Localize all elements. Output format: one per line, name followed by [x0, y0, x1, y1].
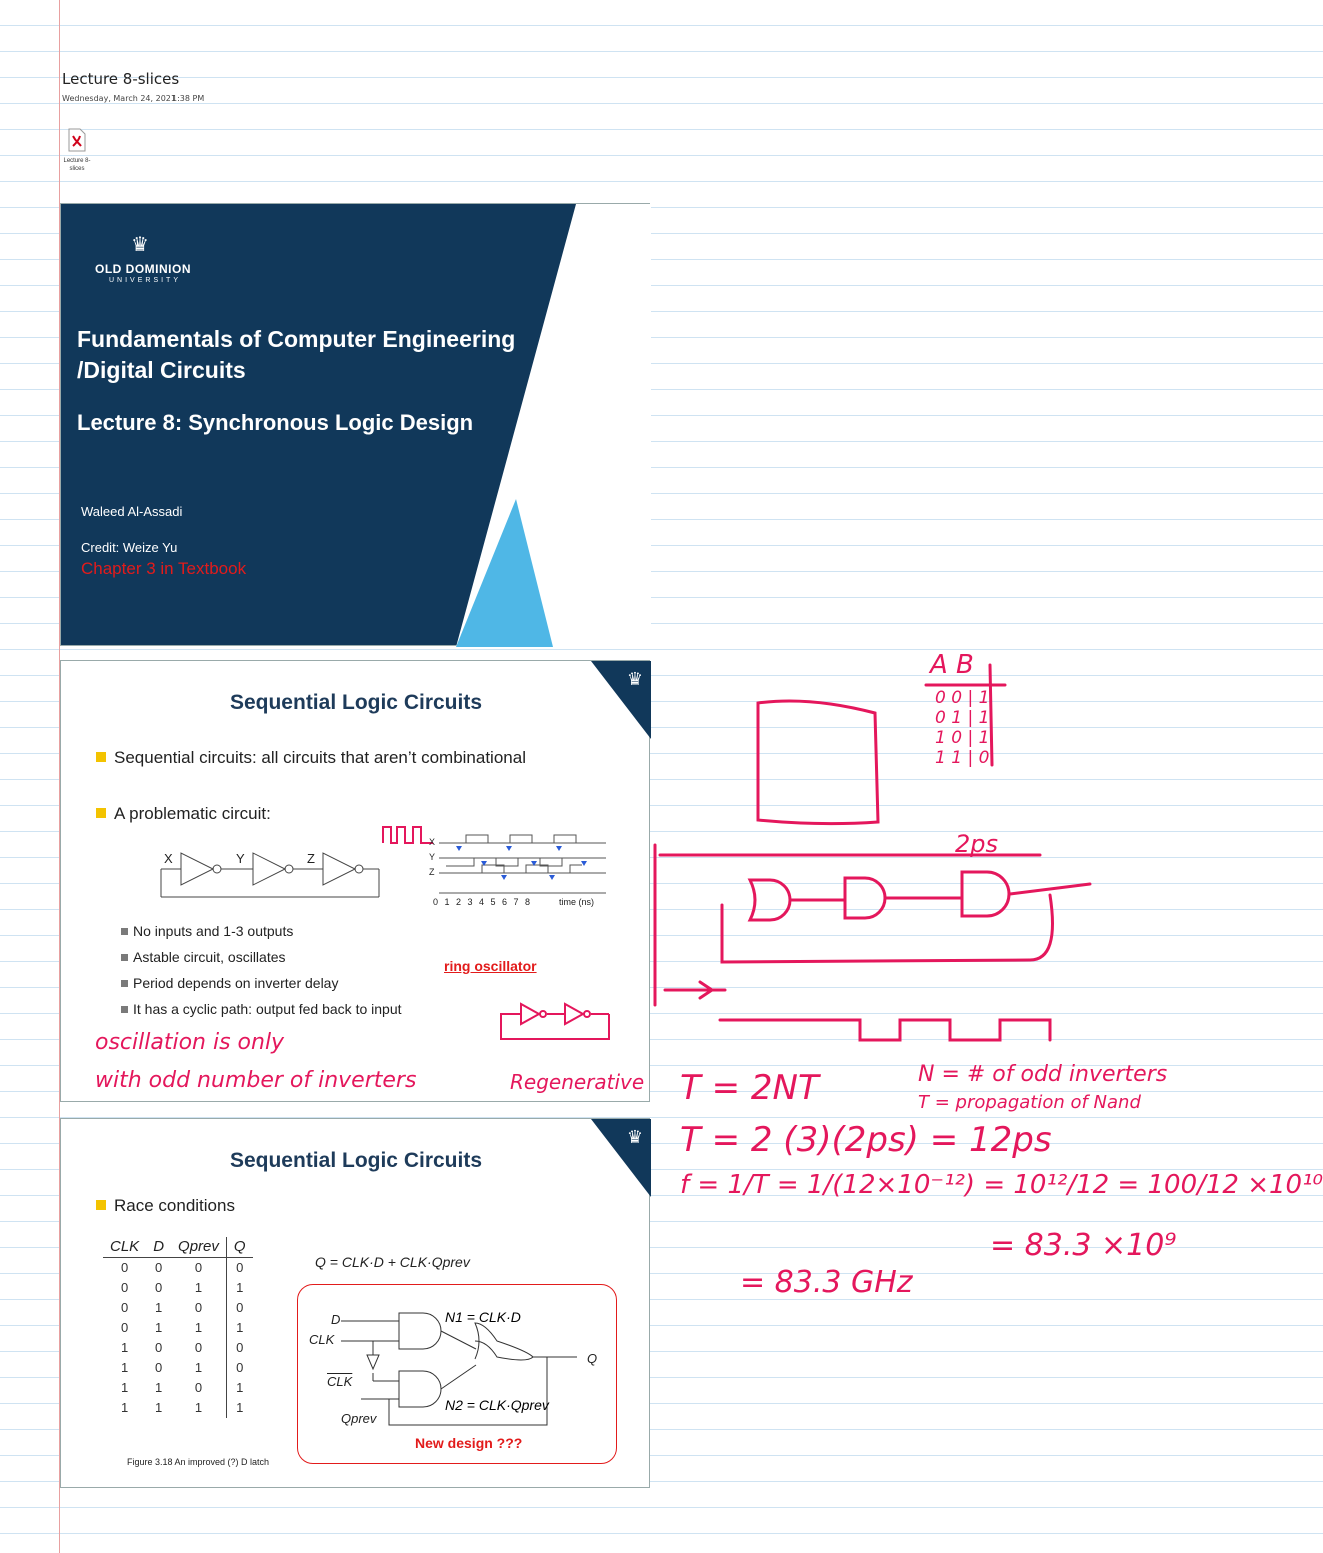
handwritten-truth-header: A B [930, 650, 974, 680]
table-cell: 0 [226, 1258, 252, 1279]
handwritten-def-n: N = # of odd inverters [918, 1062, 1168, 1087]
output-label-q: Q [587, 1351, 598, 1366]
attachment-name: Lecture 8-slices [63, 158, 91, 172]
signal-label: Z [307, 851, 315, 866]
new-design-label: New design ??? [415, 1435, 523, 1451]
handwritten-truth-row: 1 0 | 1 [935, 728, 990, 748]
sub-bullet-text: It has a cyclic path: output fed back to input [133, 1001, 402, 1017]
sub-bullet-text: Period depends on inverter delay [133, 975, 339, 991]
handwritten-truth-row: 0 0 | 1 [935, 688, 990, 708]
table-cell: 0 [194, 1340, 203, 1355]
timing-unit: time (ns) [559, 897, 595, 907]
handwritten-def-tau: T = propagation of Nand [918, 1092, 1141, 1113]
handwritten-regenerative: Regenerative [510, 1070, 645, 1094]
table-cell: 0 [154, 1360, 163, 1375]
table-cell: 1 [226, 1378, 252, 1398]
table-cell: 0 [226, 1358, 252, 1378]
table-cell: 1 [120, 1400, 129, 1415]
note-time: 1:38 PM [172, 94, 205, 103]
table-cell: 0 [194, 1300, 203, 1315]
table-header: Qprev [171, 1237, 226, 1258]
node-n1-label: N1 = CLK·D [445, 1309, 521, 1325]
handwritten-result-1: = 83.3 ×10⁹ [990, 1228, 1177, 1263]
course-title: Fundamentals of Computer Engineering /Digital Circuits [77, 326, 516, 383]
signal-label: Y [236, 851, 245, 866]
table-cell: 0 [194, 1380, 203, 1395]
sub-bullet-text: No inputs and 1-3 outputs [133, 923, 294, 939]
table-cell: 1 [154, 1400, 163, 1415]
latch-equation: Q = CLK·D + CLK·Qprev [315, 1254, 470, 1270]
slide-title: Sequential Logic Circuits [229, 691, 483, 714]
input-label-clk: CLK [309, 1332, 335, 1347]
timing-signal-label: Y [429, 852, 436, 862]
table-cell: 0 [194, 1260, 203, 1275]
handwritten-truth-row: 1 1 | 0 [935, 748, 990, 768]
table-cell: 0 [154, 1280, 163, 1295]
table-cell: 1 [226, 1398, 252, 1418]
table-cell: 1 [154, 1300, 163, 1315]
table-header: Q [226, 1237, 252, 1258]
table-header: D [146, 1237, 171, 1258]
handwritten-note-odd-inverters-2: with odd number of inverters [95, 1068, 417, 1093]
input-label-clk-bar: $\overline{CLK}$ [327, 1374, 353, 1389]
crown-icon: ♛ [131, 234, 149, 256]
timing-signal-label: X [429, 837, 436, 847]
timing-signal-label: Z [429, 867, 435, 877]
table-header: CLK [103, 1237, 146, 1258]
table-cell: 1 [120, 1360, 129, 1375]
university-sub: UNIVERSITY [109, 277, 182, 284]
table-cell: 1 [194, 1360, 203, 1375]
table-cell: 1 [194, 1280, 203, 1295]
table-cell: 0 [120, 1260, 129, 1275]
timing-axis: 0 1 2 3 4 5 6 7 8 [433, 897, 533, 907]
credit: Credit: Weize Yu [81, 540, 178, 555]
table-cell: 0 [226, 1338, 252, 1358]
table-cell: 1 [154, 1380, 163, 1395]
table-cell: 0 [120, 1320, 129, 1335]
handwritten-delay-label: 2ps [955, 830, 999, 858]
input-label-d: D [331, 1312, 341, 1327]
handwritten-note-odd-inverters: oscillation is only [95, 1030, 285, 1055]
crown-icon: ♛ [626, 669, 643, 689]
bullet-text: Sequential circuits: all circuits that aren’t combinational [114, 748, 526, 767]
figure-caption: Figure 3.18 An improved (?) D latch [127, 1457, 270, 1467]
note-title[interactable]: Lecture 8-slices [62, 70, 180, 88]
lecture-title: Lecture 8: Synchronous Logic Design [77, 410, 474, 435]
slide-title: Sequential Logic Circuits [229, 1149, 483, 1172]
table-cell: 1 [154, 1320, 163, 1335]
input-label-qprev: Qprev [341, 1411, 377, 1426]
table-cell: 0 [154, 1340, 163, 1355]
handwritten-formula-frequency: f = 1/T = 1/(12×10⁻¹²) = 10¹²/12 = 100/12 ×10¹⁰ [680, 1170, 1323, 1200]
handwritten-formula-calc: T = 2 (3)(2ps) = 12ps [680, 1120, 1052, 1160]
table-cell: 1 [120, 1340, 129, 1355]
table-cell: 1 [120, 1380, 129, 1395]
ring-oscillator-label: ring oscillator [444, 958, 537, 974]
handwritten-result-2: = 83.3 GHz [740, 1265, 913, 1300]
table-cell: 1 [194, 1320, 203, 1335]
signal-label: X [164, 851, 173, 866]
table-cell: 1 [226, 1278, 252, 1298]
bullet-text: Race conditions [114, 1196, 235, 1215]
table-cell: 0 [154, 1260, 163, 1275]
bullet-text: A problematic circuit: [114, 804, 271, 823]
node-n2-label: N2 = CLK·Qprev [445, 1397, 549, 1413]
crown-icon: ♛ [626, 1127, 643, 1147]
handwritten-formula-period: T = 2NT [680, 1068, 819, 1108]
table-cell: 1 [226, 1318, 252, 1338]
table-cell: 0 [120, 1280, 129, 1295]
sub-bullet-text: Astable circuit, oscillates [133, 949, 286, 965]
university-name: OLD DOMINION [95, 262, 191, 276]
chapter-reference: Chapter 3 in Textbook [81, 559, 247, 578]
author: Waleed Al-Assadi [81, 504, 183, 519]
handwritten-truth-row: 0 1 | 1 [935, 708, 990, 728]
table-cell: 0 [120, 1300, 129, 1315]
table-cell: 0 [226, 1298, 252, 1318]
table-cell: 1 [194, 1400, 203, 1415]
note-date: Wednesday, March 24, 2021 [62, 94, 176, 103]
